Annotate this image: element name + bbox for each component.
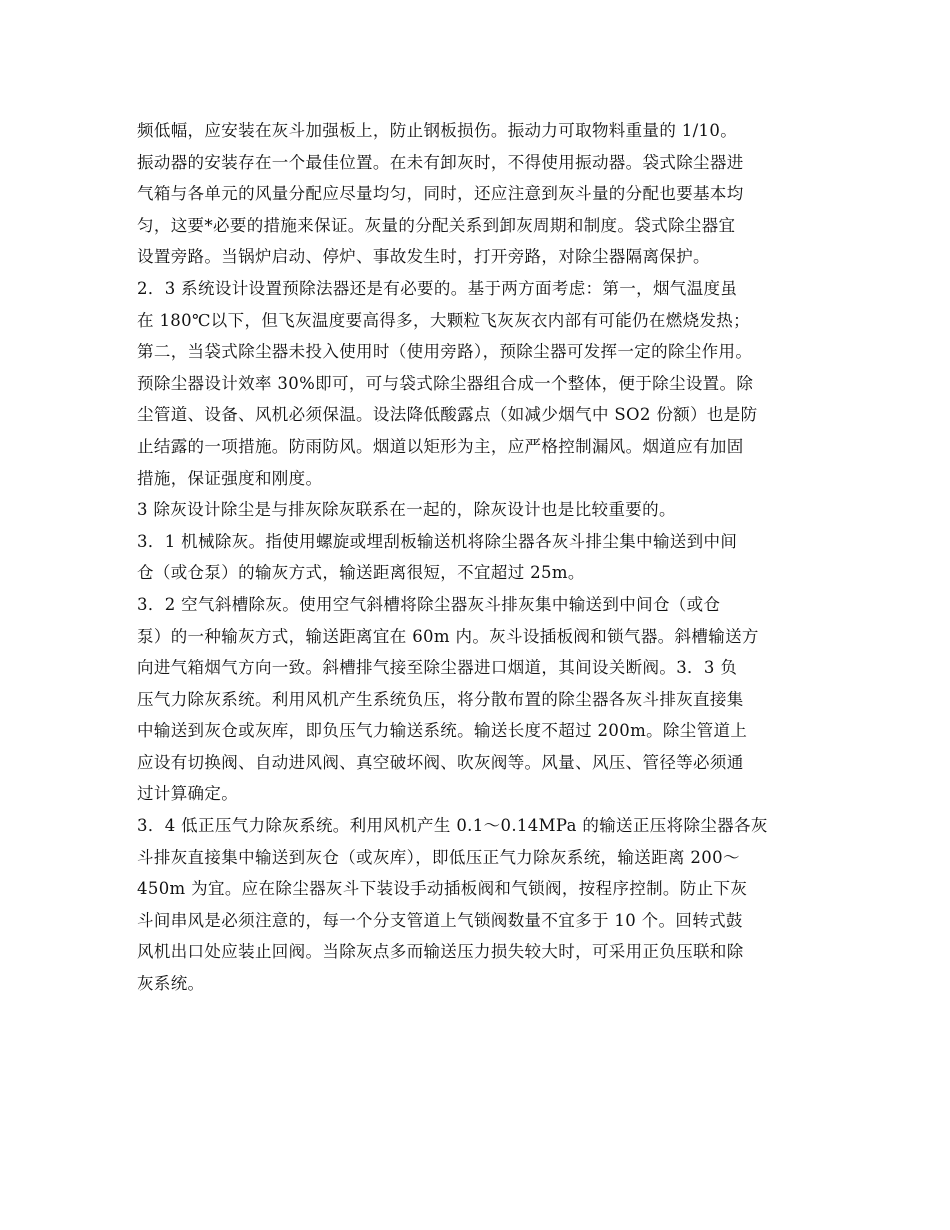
text-line: 泵）的一种输灰方式，输送距离宜在 60m 内。灰斗设插板阀和锁气器。斜槽输送方: [137, 626, 759, 646]
text-line: 450m 为宜。应在除尘器灰斗下装设手动插板阀和气锁阀，按程序控制。防止下灰: [137, 879, 748, 899]
text-line: 止结露的一项措施。防雨防风。烟道以矩形为主，应严格控制漏风。烟道应有加固: [137, 436, 744, 456]
text-line: 压气力除灰系统。利用风机产生系统负压，将分散布置的除尘器各灰斗排灰直接集: [137, 689, 744, 709]
text-line: 振动器的安装存在一个最佳位置。在未有卸灰时，不得使用振动器。袋式除尘器进: [137, 152, 744, 172]
text-line: 应设有切换阀、自动进风阀、真空破坏阀、吹灰阀等。风量、风压、管径等必须通: [137, 752, 744, 772]
text-line: 频低幅，应安装在灰斗加强板上，防止钢板损伤。振动力可取物料重量的 1/10。: [137, 121, 738, 140]
text-line: 3 除灰设计除尘是与排灰除灰联系在一起的，除灰设计也是比较重要的。: [137, 500, 676, 520]
text-line: 气箱与各单元的风量分配应尽量均匀，同时，还应注意到灰斗量的分配也要基本均: [137, 184, 744, 204]
text-line: 仓（或仓泵）的输灰方式，输送距离很短，不宜超过 25m。: [137, 563, 585, 583]
text-line: 在 180℃以下，但飞灰温度要高得多，大颗粒飞灰灰衣内部有可能仍在燃烧发热；: [137, 310, 750, 330]
text-line: 3．1 机械除灰。指使用螺旋或埋刮板输送机将除尘器各灰斗排尘集中输送到中间: [137, 531, 738, 551]
text-line: 预除尘器设计效率 30%即可，可与袋式除尘器组合成一个整体，便于除尘设置。除: [137, 373, 754, 393]
text-line: 设置旁路。当锅炉启动、停炉、事故发生时，打开旁路，对除尘器隔离保护。: [137, 247, 710, 267]
text-line: 向进气箱烟气方向一致。斜槽排气接至除尘器进口烟道，其间设关断阀。3．3 负: [137, 658, 738, 678]
text-line: 斗间串风是必须注意的，每一个分支管道上气锁阀数量不宜多于 10 个。回转式鼓: [137, 910, 743, 930]
text-line: 过计算确定。: [137, 784, 239, 804]
text-line: 尘管道、设备、风机必须保温。设法降低酸露点（如减少烟气中 SO2 份额）也是防: [137, 405, 758, 425]
text-line: 灰系统。: [137, 974, 205, 994]
text-line: 3．2 空气斜槽除灰。使用空气斜槽将除尘器灰斗排灰集中输送到中间仓（或仓: [137, 594, 721, 614]
text-line: 斗排灰直接集中输送到灰仓（或灰库），即低压正气力除灰系统，输送距离 200～: [137, 847, 740, 867]
text-line: 3．4 低正压气力除灰系统。利用风机产生 0.1～0.14MPa 的输送正压将除尘器各灰: [137, 816, 768, 836]
text-line: 措施，保证强度和刚度。: [137, 468, 323, 488]
document-body: [137, 115, 827, 1000]
text-line: 2．3 系统设计设置预除法器还是有必要的。基于两方面考虑：第一，烟气温度虽: [137, 278, 738, 298]
text-line: 中输送到灰仓或灰库，即负压气力输送系统。输送长度不超过 200m。除尘管道上: [137, 721, 748, 741]
text-line: 风机出口处应装止回阀。当除灰点多而输送压力损失较大时，可采用正负压联和除: [137, 942, 744, 962]
text-line: 第二，当袋式除尘器未投入使用时（使用旁路），预除尘器可发挥一定的除尘作用。: [137, 342, 753, 362]
text-line: 匀，这要*必要的措施来保证。灰量的分配关系到卸灰周期和制度。袋式除尘器宜: [137, 215, 736, 235]
